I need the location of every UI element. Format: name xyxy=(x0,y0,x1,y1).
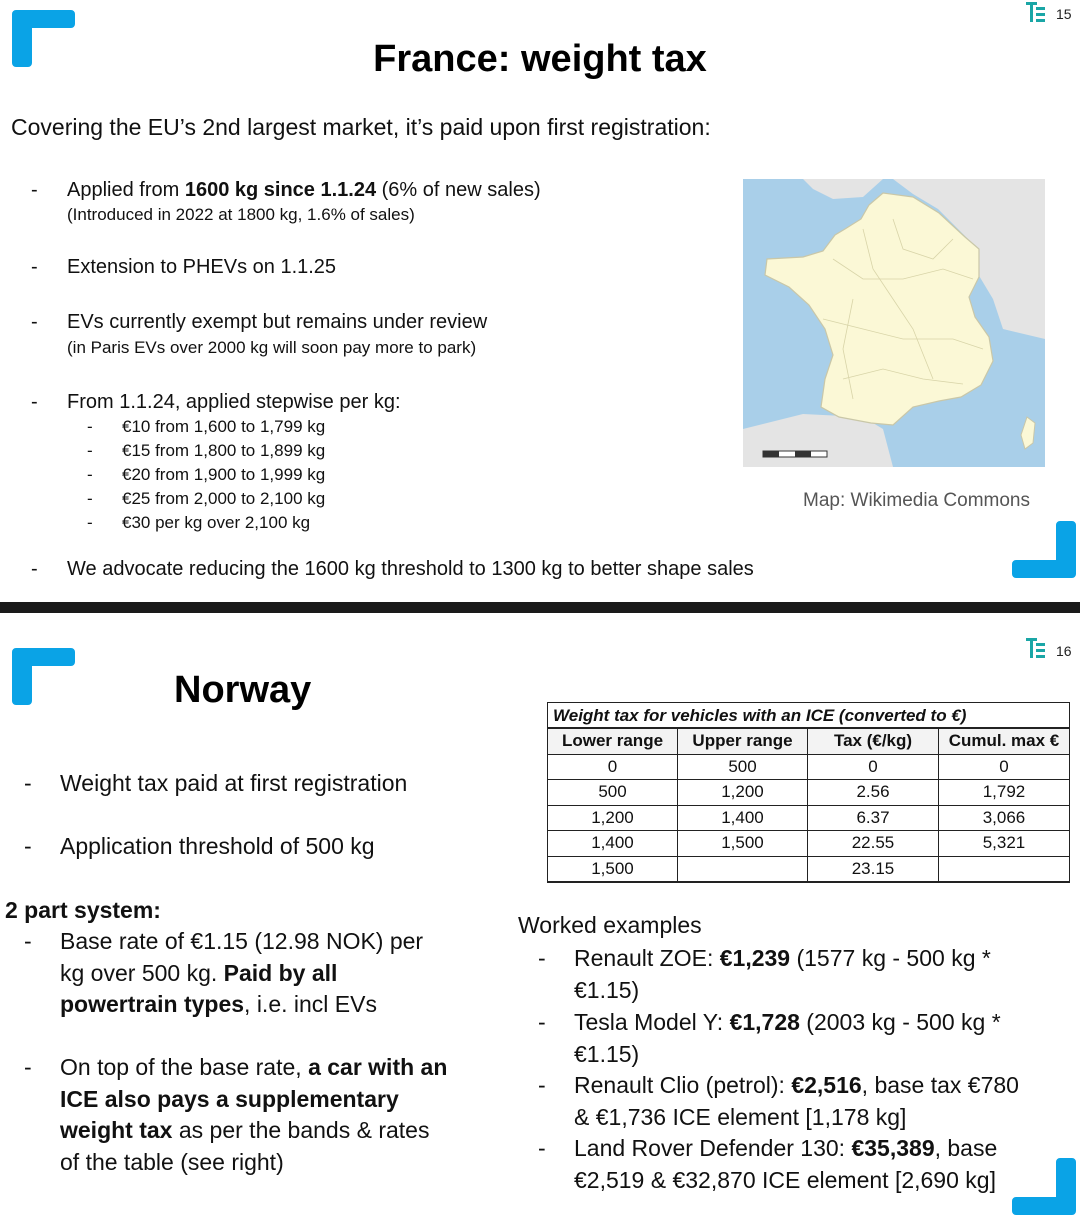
table-title: Weight tax for vehicles with an ICE (converted to €) xyxy=(548,703,1069,728)
page-title: France: weight tax xyxy=(373,38,707,80)
step-list xyxy=(87,415,487,539)
bullet-text: EVs currently exempt but remains under review xyxy=(67,311,488,333)
table-cell: 500 xyxy=(678,754,808,780)
step-text: €10 from 1,600 to 1,799 kg xyxy=(122,417,326,436)
bullet-text: (6% of new sales) xyxy=(376,179,541,201)
bullet-bold-text: 1600 kg since 1.1.24 xyxy=(184,179,377,201)
column-header: Lower range xyxy=(548,729,678,755)
table-cell xyxy=(678,856,808,882)
step-item xyxy=(87,487,487,511)
bullet-dash: - xyxy=(87,489,93,508)
example-text: Renault ZOE: xyxy=(574,945,720,971)
bullet-dash: - xyxy=(31,179,38,201)
slide-divider xyxy=(0,602,1080,613)
table-row xyxy=(548,805,1070,831)
map-caption: Map: Wikimedia Commons xyxy=(803,490,1030,511)
example-text: , base €2,519 & €32,870 ICE element [2,690 kg] xyxy=(574,1135,998,1193)
step-item xyxy=(87,511,487,535)
example-renault-zoe xyxy=(538,943,1038,1006)
table-cell: 2.56 xyxy=(808,780,939,806)
ice-weight-tax-table xyxy=(547,702,1070,883)
bullet-first-registration xyxy=(24,768,484,800)
table-cell: 1,200 xyxy=(548,805,678,831)
table-cell: 1,792 xyxy=(939,780,1070,806)
example-tesla-model-y xyxy=(538,1007,1038,1070)
bullet-text: We advocate reducing the 1600 kg threshold to 1300 kg to better shape sales xyxy=(67,558,754,580)
slide-france xyxy=(0,0,1080,602)
bullet-text: From 1.1.24, applied stepwise per kg: xyxy=(67,391,401,413)
corner-bracket-icon xyxy=(1012,1158,1076,1215)
step-item xyxy=(87,463,487,487)
bullet-bold-text: Paid by all powertrain types xyxy=(60,959,338,1017)
bullet-dash: - xyxy=(31,558,38,580)
example-text: Land Rover Defender 130: xyxy=(574,1135,852,1161)
bullet-dash: - xyxy=(24,770,32,796)
table-cell: 1,400 xyxy=(548,831,678,857)
table-cell: 1,400 xyxy=(678,805,808,831)
step-text: €30 per kg over 2,100 kg xyxy=(122,513,311,532)
table-cell: 0 xyxy=(548,754,678,780)
column-header: Upper range xyxy=(678,729,808,755)
bullet-dash: - xyxy=(87,441,93,460)
bullet-base-rate xyxy=(24,926,464,1026)
bullet-ice-supplement xyxy=(24,1052,464,1182)
example-text: Renault Clio (petrol): xyxy=(574,1072,792,1098)
bullet-text: Weight tax paid at first registration xyxy=(60,770,408,796)
page-title: Norway xyxy=(174,669,312,711)
step-text: €25 from 2,000 to 2,100 kg xyxy=(122,489,326,508)
table-cell xyxy=(939,856,1070,882)
bullet-text: Base rate of €1.15 (12.98 NOK) per kg over 500 kg. xyxy=(60,928,424,986)
table-cell: 22.55 xyxy=(808,831,939,857)
example-amount: €35,389 xyxy=(851,1135,935,1161)
page-number: 15 xyxy=(1056,6,1072,22)
step-text: €20 from 1,900 to 1,999 kg xyxy=(122,465,326,484)
table-cell: 5,321 xyxy=(939,831,1070,857)
bullet-dash: - xyxy=(538,1135,546,1161)
step-text: €15 from 1,800 to 1,899 kg xyxy=(122,441,326,460)
lead-text: Covering the EU’s 2nd largest market, it’s paid upon first registration: xyxy=(11,114,711,140)
table-cell: 3,066 xyxy=(939,805,1070,831)
table-cell: 1,200 xyxy=(678,780,808,806)
corner-bracket-icon xyxy=(1012,521,1076,578)
bullet-dash: - xyxy=(31,311,38,333)
example-amount: €1,728 xyxy=(729,1009,800,1035)
table-cell: 0 xyxy=(808,754,939,780)
france-map-graphic xyxy=(743,179,1045,467)
table-row xyxy=(548,856,1070,882)
worked-examples-title: Worked examples xyxy=(518,912,702,938)
page-number: 16 xyxy=(1056,643,1072,659)
table-cell: 6.37 xyxy=(808,805,939,831)
bullet-subnote: (Introduced in 2022 at 1800 kg, 1.6% of sales) xyxy=(67,205,415,224)
corner-bracket-icon xyxy=(12,648,75,705)
bullet-dash: - xyxy=(24,1054,32,1080)
te-logo-icon xyxy=(1026,2,1048,24)
example-text: Tesla Model Y: xyxy=(574,1009,730,1035)
example-land-rover-defender xyxy=(538,1133,1038,1196)
table-row xyxy=(548,831,1070,857)
table-cell: 0 xyxy=(939,754,1070,780)
example-amount: €2,516 xyxy=(791,1072,862,1098)
bullet-dash: - xyxy=(87,465,93,484)
table-cell: 500 xyxy=(548,780,678,806)
bullet-text: , i.e. incl EVs xyxy=(244,991,377,1017)
step-item xyxy=(87,415,487,439)
table-row xyxy=(548,754,1070,780)
slide-norway xyxy=(0,613,1080,1231)
bullet-dash: - xyxy=(31,391,38,413)
bullet-text: Extension to PHEVs on 1.1.25 xyxy=(67,256,337,278)
bullet-dash: - xyxy=(24,928,32,954)
example-text: (1577 kg - 500 kg * €1.15) xyxy=(574,945,991,1003)
example-text: , base tax €780 & €1,736 ICE element [1,178 kg] xyxy=(574,1072,1019,1130)
table-cell: 1,500 xyxy=(678,831,808,857)
bullet-dash: - xyxy=(24,833,32,859)
te-logo-icon xyxy=(1026,638,1048,660)
example-renault-clio xyxy=(538,1070,1038,1133)
table-header-row xyxy=(548,729,1070,755)
bullet-text: Application threshold of 500 kg xyxy=(60,833,375,859)
system-heading: 2 part system: xyxy=(5,897,161,923)
bullet-dash: - xyxy=(538,1009,546,1035)
column-header: Tax (€/kg) xyxy=(808,729,939,755)
bullet-text: Applied from xyxy=(67,179,185,201)
table-row xyxy=(548,780,1070,806)
bullet-dash: - xyxy=(538,945,546,971)
bullet-bold-text: a car with an ICE also pays a supplementary weight tax xyxy=(60,1054,448,1143)
bullet-dash: - xyxy=(87,417,93,436)
bullet-threshold xyxy=(24,831,484,863)
bullet-dash: - xyxy=(87,513,93,532)
table-cell: 23.15 xyxy=(808,856,939,882)
step-item xyxy=(87,439,487,463)
example-amount: €1,239 xyxy=(719,945,791,971)
bullet-text: as per the bands & rates of the table (see right) xyxy=(60,1117,430,1175)
bullet-subnote: (in Paris EVs over 2000 kg will soon pay more to park) xyxy=(67,338,477,357)
bullet-dash: - xyxy=(31,256,38,278)
table-cell: 1,500 xyxy=(548,856,678,882)
bullet-text: On top of the base rate, xyxy=(60,1054,309,1080)
example-text: (2003 kg - 500 kg * €1.15) xyxy=(574,1009,1001,1067)
column-header: Cumul. max € xyxy=(939,729,1070,755)
bullet-dash: - xyxy=(538,1072,546,1098)
france-map xyxy=(743,179,1045,467)
